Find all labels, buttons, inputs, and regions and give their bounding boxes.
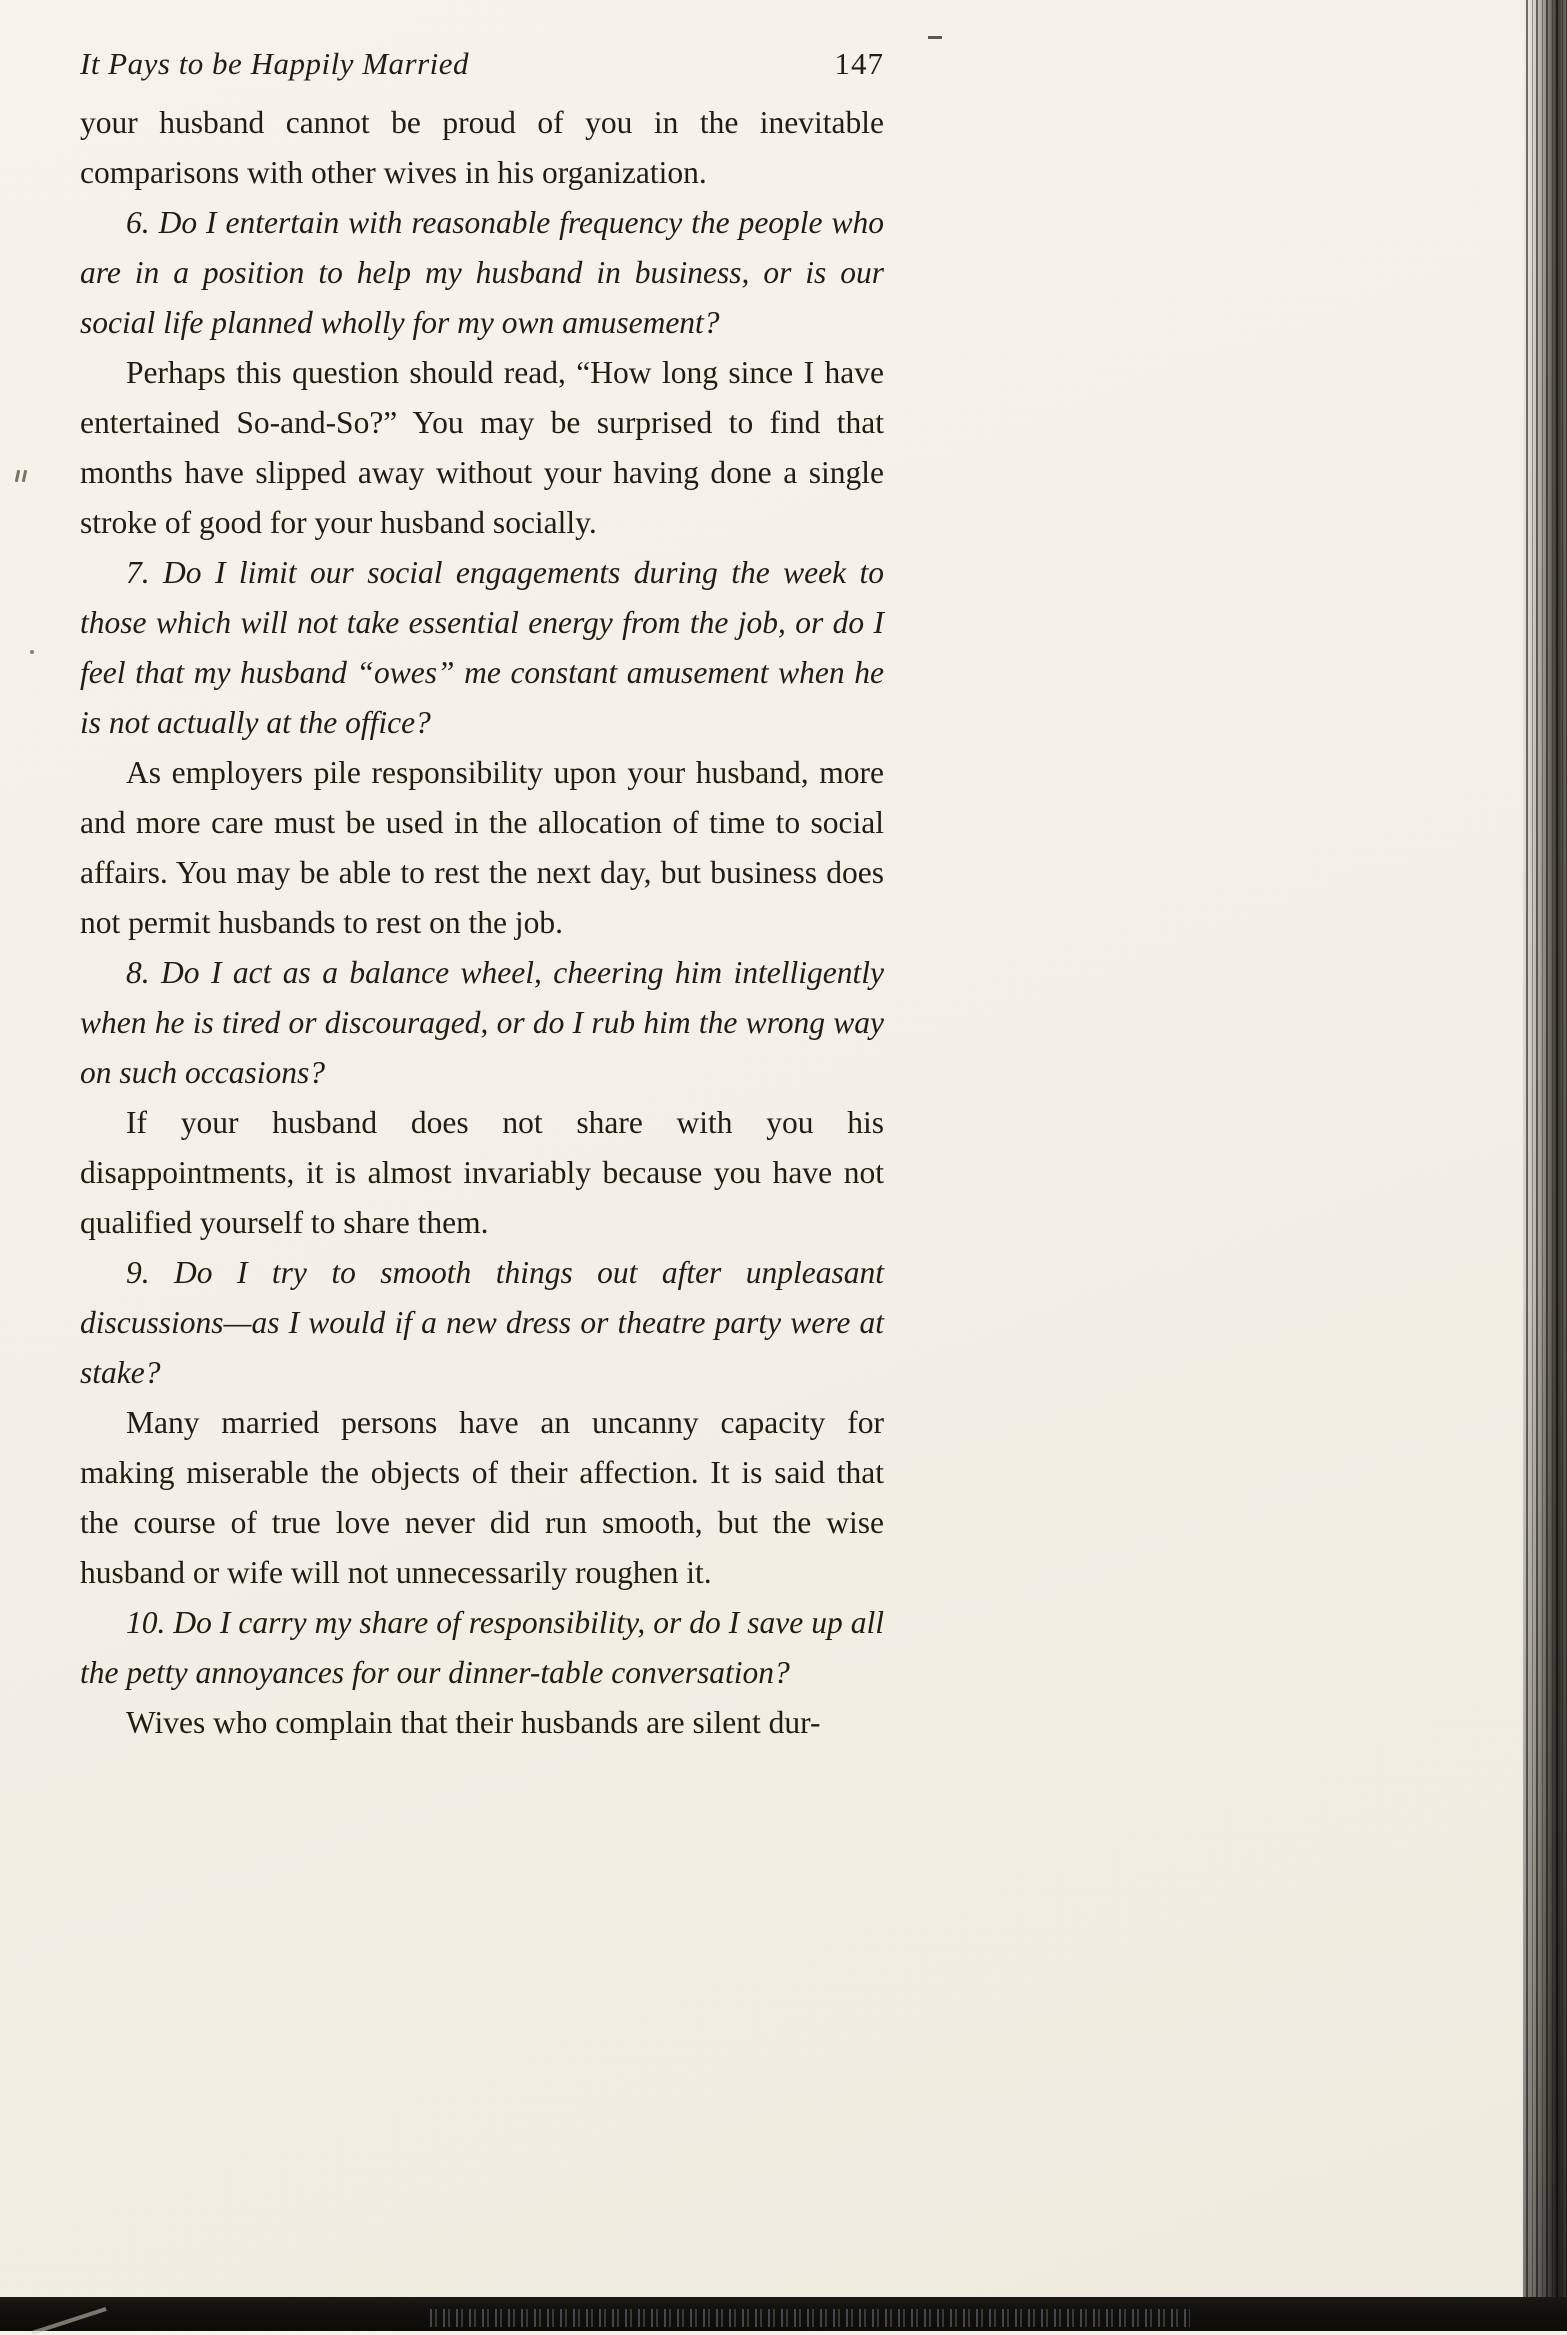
page-content [80, 46, 884, 1748]
answer-paragraph-6: Perhaps this question should read, “How long since I have entertained So-and-So?” You may be surprised to find that months have slipped away without your having done a single stroke of good for your husband socially. [80, 355, 884, 540]
question-8: 8. Do I act as a balance wheel, cheering him intelligently when he is tired or discouraged, or do I rub him the wrong way on such occasions? [80, 955, 884, 1090]
book-binding-shadow [1523, 0, 1567, 2331]
body-text [80, 98, 884, 1748]
question-10: 10. Do I carry my share of responsibility, or do I save up all the petty annoyances for our dinner-table conversation? [80, 1605, 884, 1690]
answer-paragraph-7: As employers pile responsibility upon your husband, more and more care must be used in the allocation of time to social affairs. You may be able to rest the next day, but business does not permit husbands to rest on the job. [80, 755, 884, 940]
running-header-title: It Pays to be Happily Married [80, 46, 470, 81]
scan-speck-quotes [16, 470, 28, 484]
paragraph-continuation: your husband cannot be proud of you in the inevitable comparisons with other wives in his organization. [80, 105, 884, 190]
question-7: 7. Do I limit our social engagements during the week to those which will not take essential energy from the job, or do I feel that my husband “owes” me constant amusement when he is not actually at the office? [80, 555, 884, 740]
scan-speck-dot [30, 650, 34, 654]
answer-paragraph-9: Many married persons have an uncanny capacity for making miserable the objects of their affection. It is said that the course of true love never did run smooth, but the wise husband or wife will not unnecessarily roughen it. [80, 1405, 884, 1590]
page-number: 147 [834, 46, 884, 81]
binding-bottom-darkening [1523, 0, 1567, 2331]
bottom-band-texture [430, 2309, 1190, 2327]
question-6: 6. Do I entertain with reasonable frequency the people who are in a position to help my husband in business, or is our social life planned wholly for my own amusement? [80, 205, 884, 340]
scan-bottom-band [0, 2297, 1567, 2331]
running-header [80, 46, 884, 82]
answer-paragraph-8: If your husband does not share with you his disappointments, it is almost invariably because you have not qualified yourself to share them. [80, 1105, 884, 1240]
scan-speck-dash [928, 36, 942, 39]
question-9: 9. Do I try to smooth things out after unpleasant discussions—as I would if a new dress or theatre party were at stake? [80, 1255, 884, 1390]
paragraph-last: Wives who complain that their husbands are silent dur- [126, 1705, 821, 1740]
